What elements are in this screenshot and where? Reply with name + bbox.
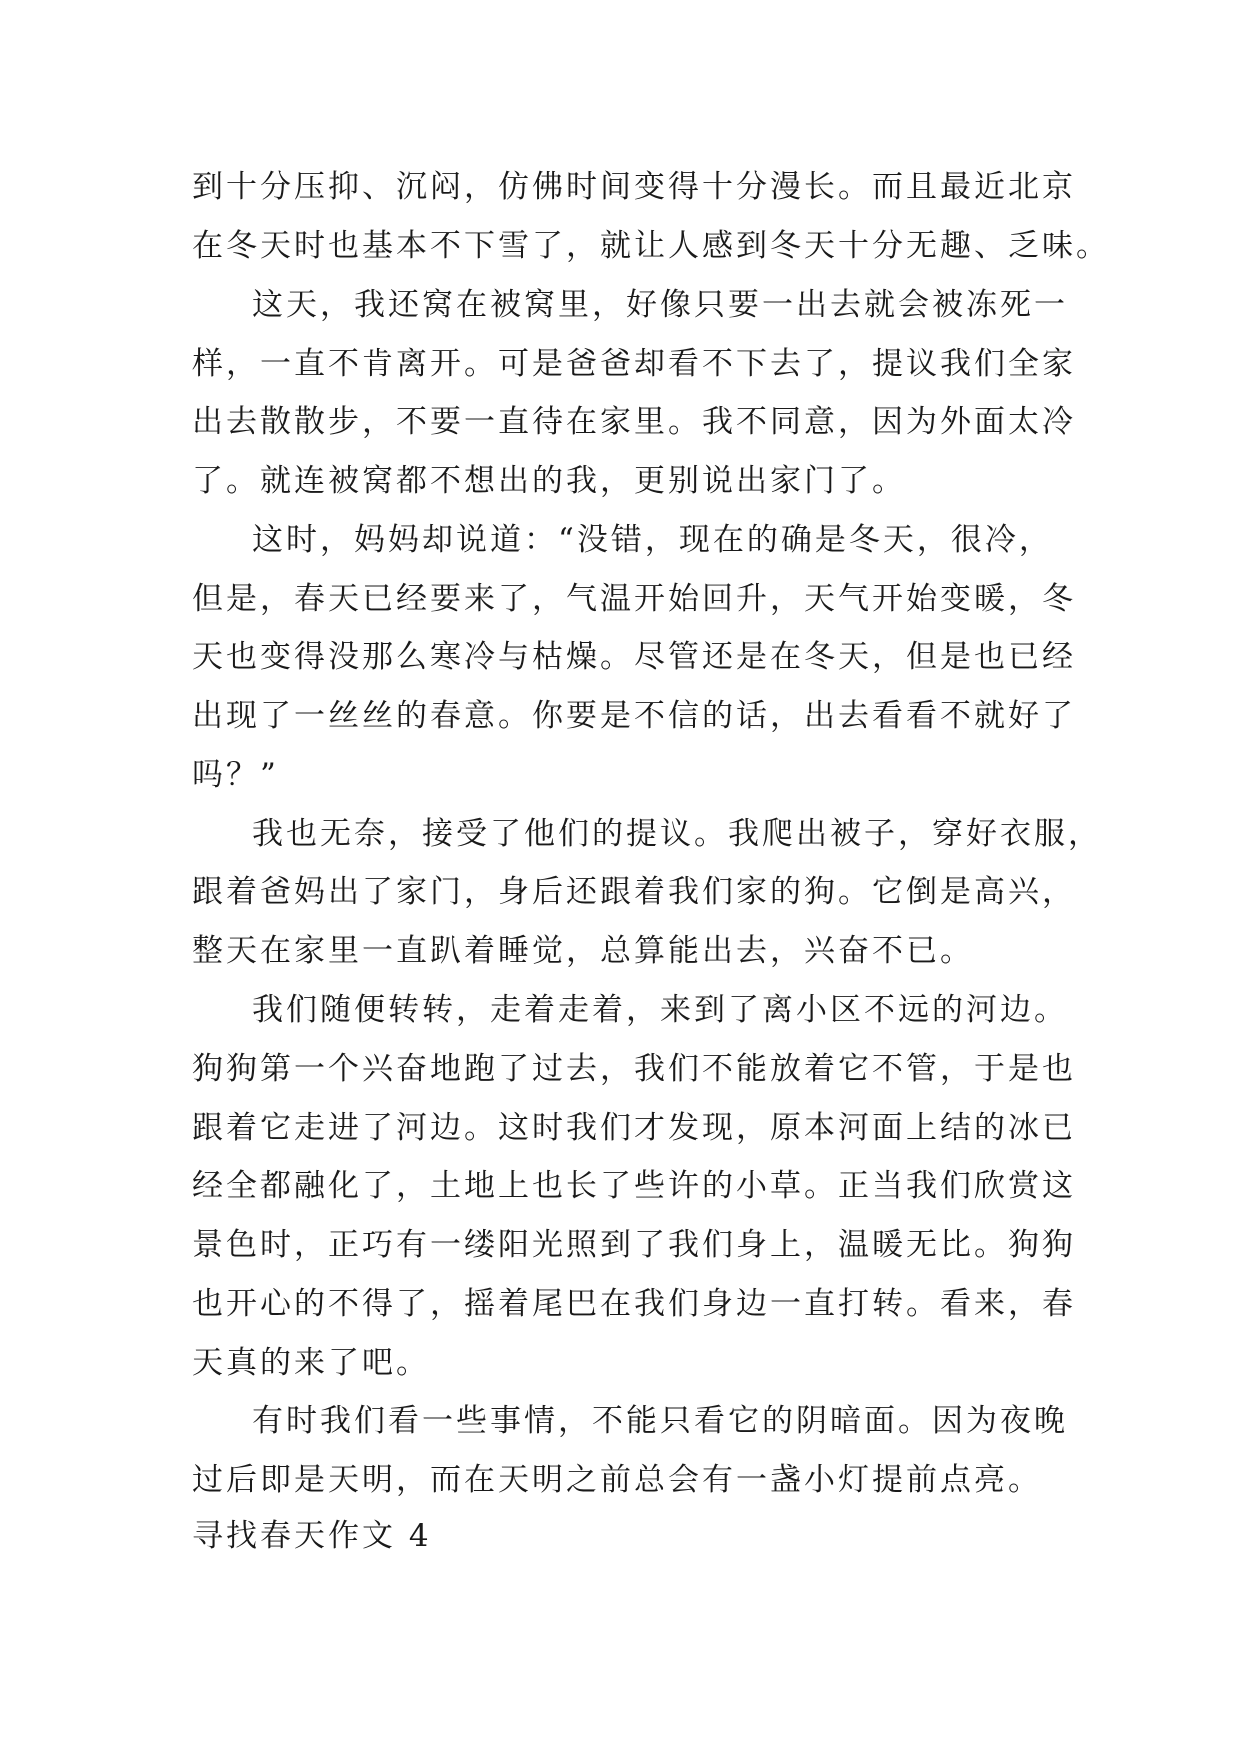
- text-line: 跟着爸妈出了家门，身后还跟着我们家的狗。它倒是高兴，: [192, 874, 1076, 910]
- text-line: 狗狗第一个兴奋地跑了过去，我们不能放着它不管，于是也: [192, 1051, 1076, 1087]
- text-line: 了。就连被窝都不想出的我，更别说出家门了。: [192, 463, 906, 499]
- text-line: 经全都融化了，土地上也长了些许的小草。正当我们欣赏这: [192, 1168, 1076, 1204]
- text-line: 天也变得没那么寒冷与枯燥。尽管还是在冬天，但是也已经: [192, 639, 1076, 675]
- text-line: 在冬天时也基本不下雪了，就让人感到冬天十分无趣、乏味。: [192, 228, 1110, 264]
- paragraph-start: 这天，我还窝在被窝里，好像只要一出去就会被冻死一: [252, 287, 1068, 323]
- text-line: 出去散散步，不要一直待在家里。我不同意，因为外面太冷: [192, 404, 1076, 440]
- text-line: 出现了一丝丝的春意。你要是不信的话，出去看看不就好了: [192, 698, 1076, 734]
- paragraph-start: 我们随便转转，走着走着，来到了离小区不远的河边。: [252, 992, 1068, 1028]
- text-line: 样，一直不肯离开。可是爸爸却看不下去了，提议我们全家: [192, 346, 1076, 382]
- text-line: 整天在家里一直趴着睡觉，总算能出去，兴奋不已。: [192, 933, 974, 969]
- paragraph-start: 有时我们看一些事情，不能只看它的阴暗面。因为夜晚: [252, 1403, 1068, 1439]
- text-line: 景色时，正巧有一缕阳光照到了我们身上，温暖无比。狗狗: [192, 1227, 1076, 1263]
- text-line: 也开心的不得了，摇着尾巴在我们身边一直打转。看来，春: [192, 1286, 1076, 1322]
- text-line: 跟着它走进了河边。这时我们才发现，原本河面上结的冰已: [192, 1110, 1076, 1146]
- paragraph-start: 我也无奈，接受了他们的提议。我爬出被子，穿好衣服，: [252, 816, 1102, 852]
- text-line: 但是，春天已经要来了，气温开始回升，天气开始变暖，冬: [192, 581, 1076, 617]
- text-line: 到十分压抑、沉闷，仿佛时间变得十分漫长。而且最近北京: [192, 169, 1076, 205]
- text-line: 天真的来了吧。: [192, 1345, 430, 1381]
- paragraph-start: 这时，妈妈却说道：“没错，现在的确是冬天，很冷，: [252, 522, 1053, 558]
- text-line: 过后即是天明，而在天明之前总会有一盏小灯提前点亮。: [192, 1462, 1042, 1498]
- text-line: 吗？”: [192, 757, 279, 793]
- section-heading: 寻找春天作文 4: [192, 1518, 432, 1554]
